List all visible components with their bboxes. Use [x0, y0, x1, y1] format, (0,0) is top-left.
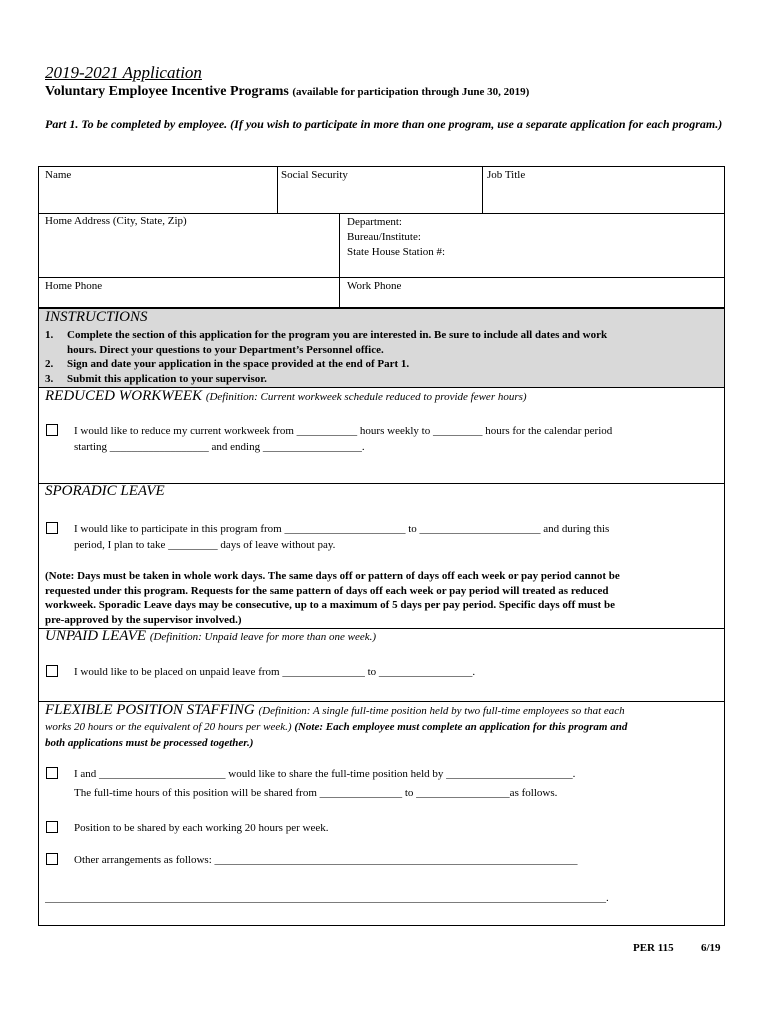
- instructions-title: INSTRUCTIONS: [45, 309, 148, 325]
- note-line: (Note: Days must be taken in whole work days. The same days off or pattern of days off each week or pay period cannot be: [45, 570, 620, 582]
- reduced-workweek-line2[interactable]: starting __________________ and ending __________________.: [74, 441, 365, 453]
- instruction-item-cont: hours. Direct your questions to your Department’s Personnel office.: [67, 343, 384, 356]
- unpaid-leave-checkbox[interactable]: [46, 665, 58, 677]
- department-label: Department:: [347, 216, 402, 228]
- subtitle-note: (available for participation through June 30, 2019): [292, 86, 530, 98]
- twenty-hours-checkbox[interactable]: [46, 821, 58, 833]
- unpaid-leave-title-text: UNPAID LEAVE: [45, 628, 147, 644]
- employee-info-table: [38, 166, 725, 308]
- instruction-item: 1. Complete the section of this application for the program you are interested in. Be sure to include all dates and work: [45, 329, 608, 341]
- instruction-item: 2. Sign and date your application in the space provided at the end of Part 1.: [45, 358, 410, 370]
- instructions-list: [45, 328, 725, 386]
- share-position-line1[interactable]: I and _______________________ would like to share the full-time position held by _______________________.: [74, 768, 576, 780]
- other-arrangements-line1[interactable]: Other arrangements as follows: __________________________________________________________________: [74, 854, 578, 866]
- flexible-staffing-title: [45, 702, 625, 719]
- sporadic-leave-line1[interactable]: I would like to participate in this program from ______________________ to ______________________ and during this: [74, 523, 610, 535]
- home-address-field[interactable]: Home Address (City, State, Zip): [45, 215, 187, 227]
- share-position-checkbox[interactable]: [46, 767, 58, 779]
- flexible-staffing-definition-2: works 20 hours or the equivalent of 20 hours per week.): [45, 721, 292, 733]
- note-line: workweek. Sporadic Leave days may be consecutive, up to a maximum of 5 days per pay period. Specific days off must be: [45, 599, 615, 611]
- share-position-line2[interactable]: The full-time hours of this position will be shared from _______________ to _________________as follows.: [74, 787, 558, 799]
- sporadic-leave-line2[interactable]: period, I plan to take _________ days of leave without pay.: [74, 539, 336, 551]
- bureau-label: Bureau/Institute:: [347, 231, 421, 243]
- other-arrangements-line2[interactable]: ______________________________________________________________________________________________________.: [45, 892, 609, 904]
- department-field[interactable]: [347, 215, 445, 260]
- page-title: 2019-2021 Application: [45, 63, 202, 82]
- work-phone-field[interactable]: Work Phone: [347, 280, 402, 292]
- sporadic-leave-title: SPORADIC LEAVE: [45, 483, 165, 499]
- job-title-field[interactable]: Job Title: [487, 169, 526, 181]
- unpaid-leave-title: [45, 628, 376, 645]
- twenty-hours-label: Position to be shared by each working 20 hours per week.: [74, 822, 329, 834]
- reduced-workweek-definition: (Definition: Current workweek schedule reduced to provide fewer hours): [205, 391, 527, 403]
- form-id: PER 115: [633, 942, 674, 954]
- reduced-workweek-line1[interactable]: I would like to reduce my current workweek from ___________ hours weekly to _________ hours for the calendar period: [74, 425, 613, 437]
- subtitle-text: Voluntary Employee Incentive Programs: [45, 84, 289, 99]
- reduced-workweek-title-text: REDUCED WORKWEEK: [45, 388, 203, 404]
- page-subtitle: [45, 84, 529, 100]
- home-phone-field[interactable]: Home Phone: [45, 280, 103, 292]
- flexible-staffing-definition-1: (Definition: A single full-time position held by two full-time employees so that each: [258, 705, 625, 717]
- instruction-item: 3. Submit this application to your supervisor.: [45, 372, 267, 385]
- note-line: requested under this program. Requests for the same pattern of days off each week or pay period will treated as reduced: [45, 584, 609, 597]
- form-revision: 6/19: [701, 942, 721, 954]
- part1-heading: Part 1. To be completed by employee. (If you wish to participate in more than one program, use a separate application for each program.): [45, 117, 723, 131]
- station-label: State House Station #:: [347, 246, 446, 258]
- reduced-workweek-title: [45, 388, 527, 405]
- reduced-workweek-checkbox[interactable]: [46, 424, 58, 436]
- unpaid-leave-line1[interactable]: I would like to be placed on unpaid leave from _______________ to _________________.: [74, 666, 476, 678]
- flexible-staffing-note-1: (Note: Each employee must complete an application for this program and: [294, 721, 628, 733]
- sporadic-leave-note: [45, 569, 725, 627]
- flexible-staffing-note-2: both applications must be processed together.): [45, 737, 254, 749]
- unpaid-leave-definition: (Definition: Unpaid leave for more than one week.): [149, 631, 377, 643]
- flexible-staffing-definition-line2: [45, 721, 627, 733]
- sporadic-leave-checkbox[interactable]: [46, 522, 58, 534]
- other-arrangements-checkbox[interactable]: [46, 853, 58, 865]
- note-line: pre-approved by the supervisor involved.): [45, 613, 242, 626]
- ssn-field[interactable]: Social Security: [281, 169, 348, 181]
- name-field[interactable]: Name: [45, 169, 72, 181]
- flexible-staffing-title-text: FLEXIBLE POSITION STAFFING: [45, 702, 255, 718]
